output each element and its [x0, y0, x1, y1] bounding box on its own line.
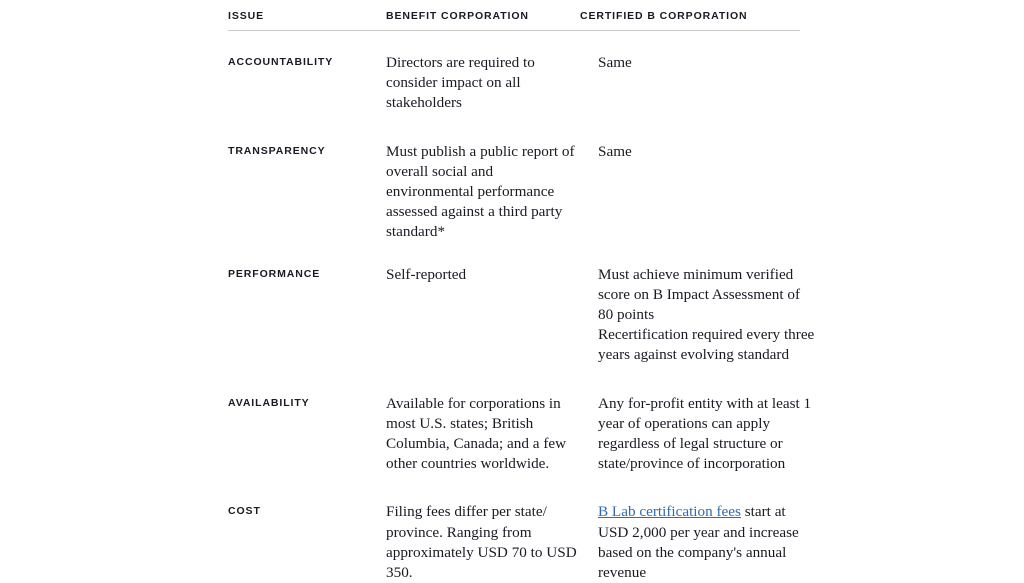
cell-cost-benefit-corporation: Filing fees differ per state/ province. Ranging from approximately USD 70 to USD 350.: [386, 503, 577, 582]
cell-accountability-certified-b-corporation: Same: [598, 54, 632, 71]
cell-availability-benefit-corporation: Available for corporations in most U.S. states; British Columbia, Canada; and a few other countries worldwide.: [386, 394, 567, 473]
row-label-transparency: TRANSPARENCY: [228, 144, 326, 157]
column-header-issue: ISSUE: [228, 10, 265, 22]
b-lab-certification-fees-link[interactable]: B Lab certification fees: [598, 503, 741, 521]
table-row: [228, 474, 800, 583]
table-row: [228, 31, 800, 114]
column-header-benefit-corporation: BENEFIT CORPORATION: [386, 10, 529, 22]
cell-availability-certified-b-corporation: Any for-profit entity with at least 1 year of operations can apply regardless of legal structure or state/province of incorporation: [598, 394, 812, 473]
cell-performance-line-2: Recertification required every three years against evolving standard: [598, 326, 815, 364]
row-label-cost: COST: [228, 505, 261, 518]
row-label-performance: PERFORMANCE: [228, 267, 321, 280]
row-label-availability: AVAILABILITY: [228, 396, 310, 409]
cell-transparency-benefit-corporation: Must publish a public report of overall social and environmental performance assessed against a third party standard*: [386, 142, 575, 241]
cell-transparency-certified-b-corporation: Same: [598, 142, 632, 160]
table-header-row: [228, 0, 800, 31]
table-row: [228, 114, 800, 243]
row-label-accountability: ACCOUNTABILITY: [228, 56, 334, 68]
cell-accountability-benefit-corporation: Directors are required to consider impact on all stakeholders: [386, 54, 535, 112]
cell-performance-certified-b-corporation: [598, 265, 836, 366]
comparison-table: [228, 0, 815, 583]
cell-cost-certified-b-corporation-text: start at USD 2,000 per year and increase based on the company's annual revenue: [598, 503, 799, 582]
column-header-certified-b-corporation: CERTIFIED B CORPORATION: [580, 10, 748, 22]
cell-performance-benefit-corporation: Self-reported: [386, 265, 467, 283]
cell-cost-certified-b-corporation: [598, 502, 836, 583]
table-row: [228, 243, 815, 366]
cell-performance-line-1: Must achieve minimum verified score on B Impact Assessment of 80 points: [598, 265, 801, 324]
table-row: [228, 366, 812, 475]
